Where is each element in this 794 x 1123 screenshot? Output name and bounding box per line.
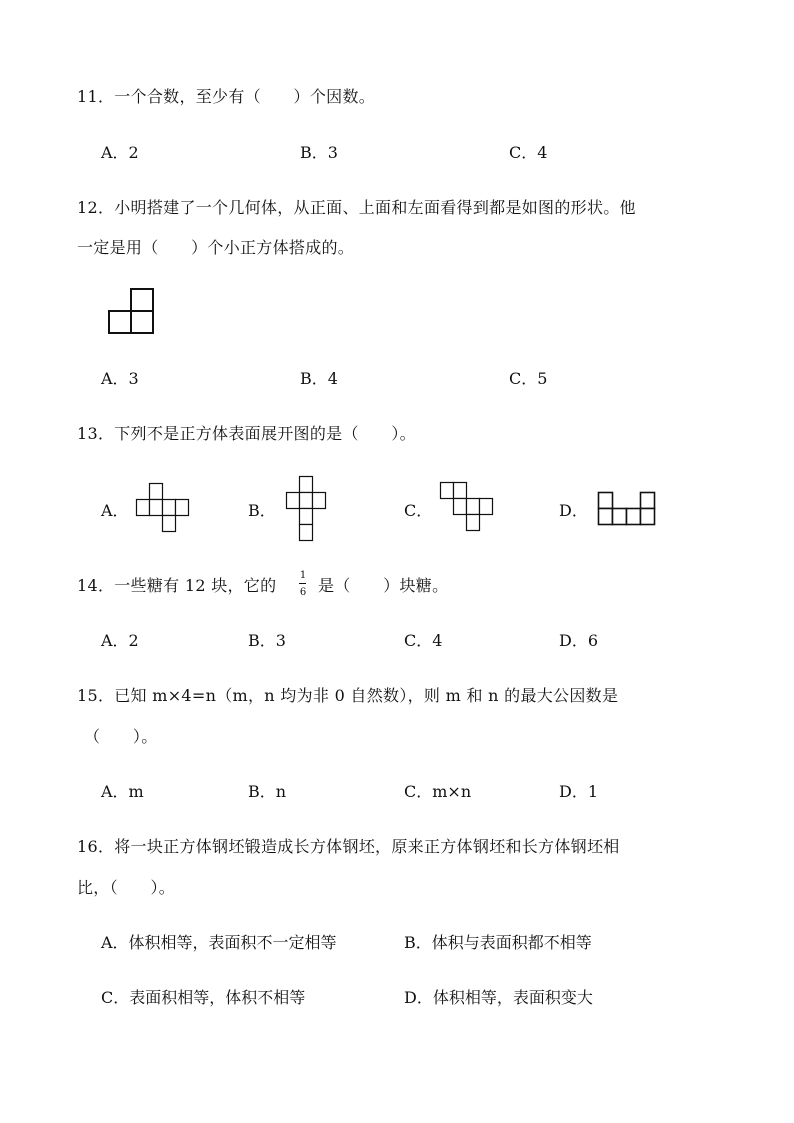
- question-16-option-a[interactable]: A．体积相等，表面积不一定相等: [101, 933, 337, 952]
- question-13-net-b[interactable]: [286, 476, 331, 546]
- question-16-option-c[interactable]: C．表面积相等，体积不相等: [101, 988, 306, 1007]
- question-14-option-a[interactable]: A．2: [101, 631, 139, 650]
- fraction-bar: [299, 583, 306, 584]
- question-11-option-a[interactable]: A．2: [101, 143, 139, 162]
- question-16-option-d[interactable]: D．体积相等，表面积变大: [404, 988, 593, 1007]
- fraction-numerator: 1: [299, 570, 307, 581]
- question-13-option-d[interactable]: D．: [559, 501, 588, 520]
- question-12-stem-line-1: 12．小明搭建了一个几何体，从正面、上面和左面看得到都是如图的形状。他: [77, 198, 636, 217]
- question-12-stem-line-2: 一定是用（ ）个小正方体搭成的。: [77, 238, 355, 257]
- question-12-option-b[interactable]: B．4: [300, 369, 338, 388]
- question-13-net-a[interactable]: [136, 483, 196, 543]
- fraction-denominator: 6: [299, 587, 307, 598]
- question-16-stem-line-2: 比，（ ）。: [77, 878, 176, 897]
- question-13-net-d[interactable]: [598, 492, 658, 532]
- question-13-option-a[interactable]: A．: [101, 501, 129, 520]
- question-15-stem-line-1: 15．已知 m×4=n（m，n 均为非 0 自然数），则 m 和 n 的最大公因数是: [77, 686, 619, 705]
- question-14-stem-before: 14．一些糖有 12 块，它的: [77, 576, 277, 595]
- question-12-option-c[interactable]: C．5: [509, 369, 548, 388]
- question-13-option-b[interactable]: B．: [248, 501, 276, 520]
- question-15-option-a[interactable]: A．m: [101, 782, 144, 801]
- question-14-option-b[interactable]: B．3: [248, 631, 286, 650]
- question-15-option-b[interactable]: B．n: [248, 782, 287, 801]
- question-13-option-c[interactable]: C．: [404, 501, 433, 520]
- question-14-option-d[interactable]: D．6: [559, 631, 599, 650]
- question-11-option-c[interactable]: C．4: [509, 143, 548, 162]
- question-11-stem: 11．一个合数，至少有（ ）个因数。: [77, 87, 376, 106]
- question-12-view-figure: [107, 288, 157, 338]
- question-15-option-c[interactable]: C．m×n: [404, 782, 472, 801]
- question-15-option-d[interactable]: D．1: [559, 782, 599, 801]
- question-13-net-c[interactable]: [440, 482, 500, 542]
- question-12-option-a[interactable]: A．3: [101, 369, 139, 388]
- question-16-option-b[interactable]: B．体积与表面积都不相等: [404, 933, 592, 952]
- question-11-option-b[interactable]: B．3: [300, 143, 338, 162]
- question-16-stem-line-1: 16．将一块正方体钢坯锻造成长方体钢坯，原来正方体钢坯和长方体钢坯相: [77, 837, 620, 856]
- question-14-option-c[interactable]: C．4: [404, 631, 443, 650]
- question-15-stem-line-2: （ ）。: [84, 727, 158, 746]
- question-14-stem-after: 是（ ）块糖。: [318, 576, 449, 595]
- question-13-stem: 13．下列不是正方体表面展开图的是（ ）。: [77, 424, 416, 443]
